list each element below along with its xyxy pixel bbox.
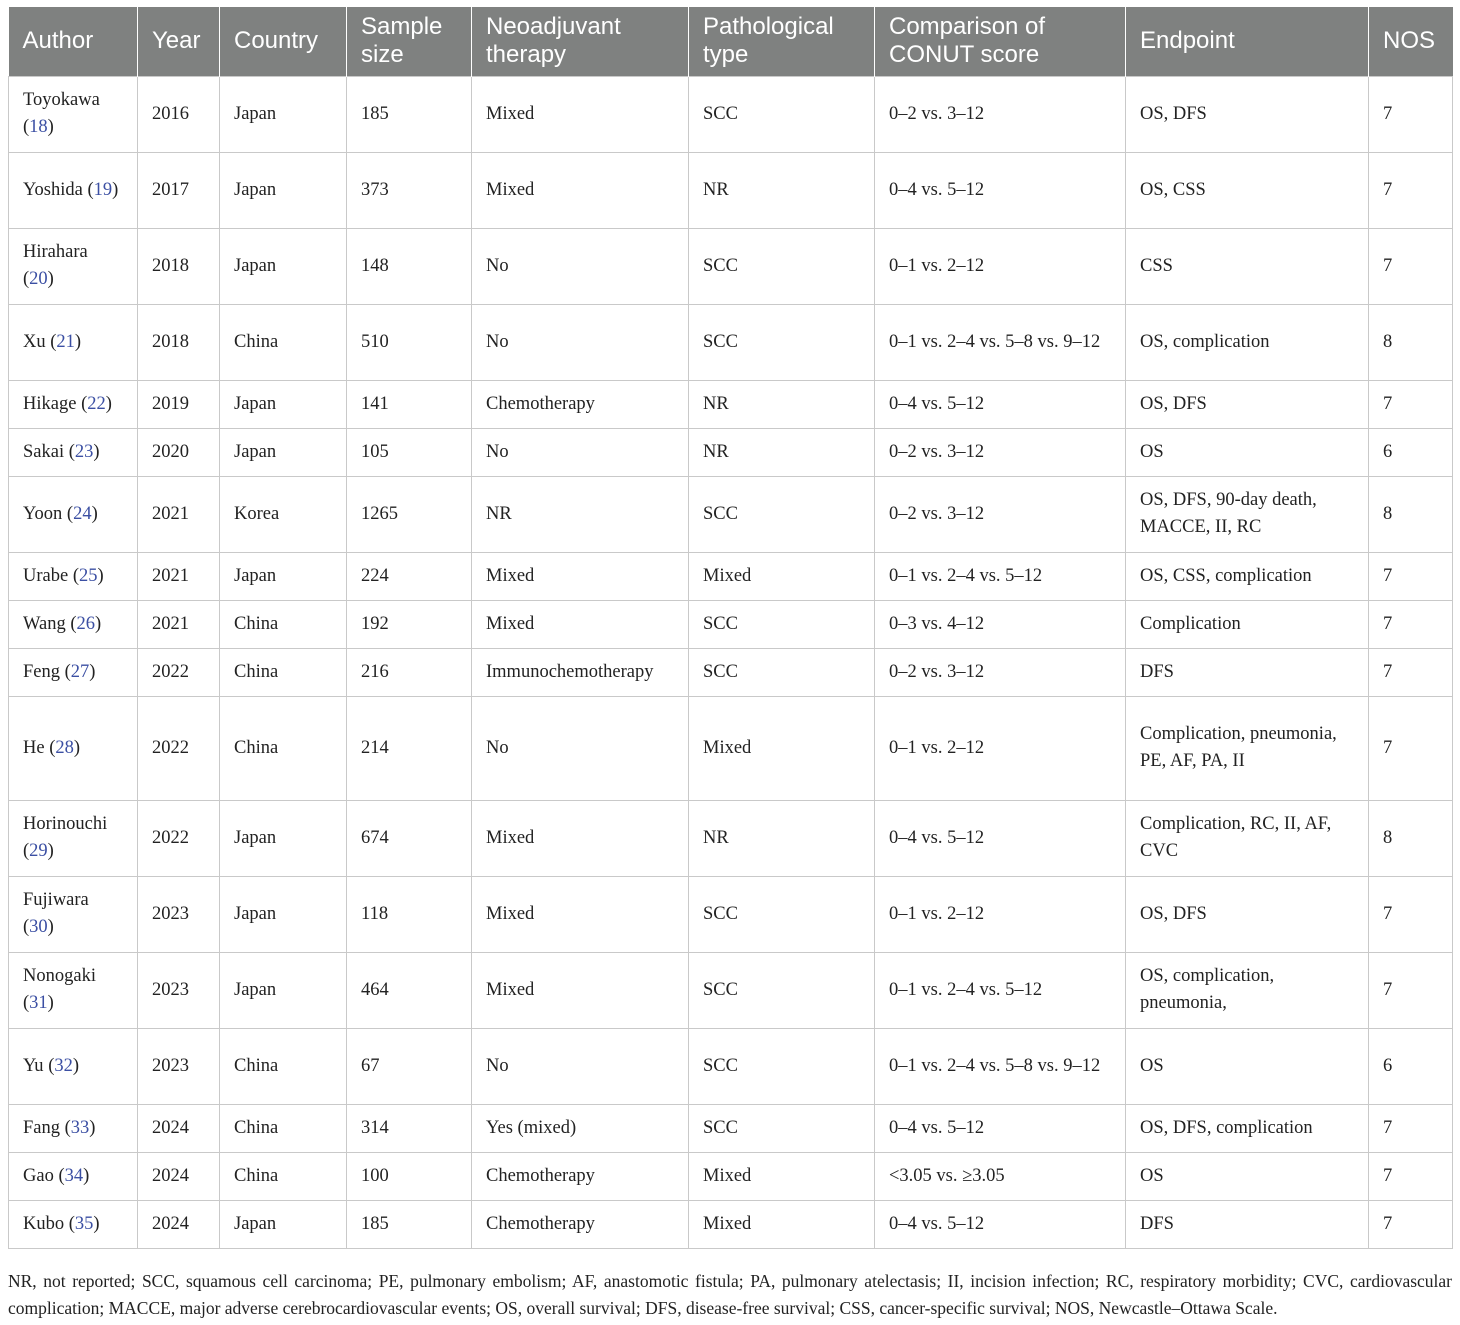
pathology-cell: SCC [689,476,875,552]
comparison-cell: 0–1 vs. 2–4 vs. 5–12 [875,952,1126,1028]
pathology-cell: SCC [689,648,875,696]
pathology-cell: SCC [689,76,875,152]
comparison-cell: 0–4 vs. 5–12 [875,1200,1126,1248]
comparison-cell: 0–2 vs. 3–12 [875,76,1126,152]
country-cell: China [220,696,347,800]
reference-link[interactable]: 25 [79,565,98,586]
endpoint-cell: OS, DFS, complication [1126,1104,1369,1152]
neoadjuvant-cell: No [472,428,689,476]
study-table-container [8,7,1452,1249]
country-cell: Japan [220,800,347,876]
reference-link[interactable]: 34 [64,1165,84,1186]
column-header-endpoint: Endpoint [1126,7,1369,76]
comparison-cell: 0–1 vs. 2–4 vs. 5–12 [875,552,1126,600]
year-cell: 2017 [138,152,220,228]
reference-link[interactable]: 23 [74,441,94,462]
pathology-cell: SCC [689,1104,875,1152]
table-row [9,952,1453,1028]
pathology-cell: NR [689,380,875,428]
pathology-cell: NR [689,800,875,876]
endpoint-cell: OS [1126,1028,1369,1104]
nos-cell: 7 [1369,380,1453,428]
endpoint-cell: OS, DFS [1126,876,1369,952]
author-cell: He (28) [9,696,138,800]
pathology-cell: SCC [689,876,875,952]
comparison-cell: 0–2 vs. 3–12 [875,648,1126,696]
endpoint-cell: OS, CSS [1126,152,1369,228]
nos-cell: 6 [1369,428,1453,476]
author-name: He [23,737,45,758]
table-row [9,876,1453,952]
year-cell: 2020 [138,428,220,476]
author-name: Wang [23,613,66,634]
column-header-sample-size: Sample size [347,7,472,76]
pathology-cell: Mixed [689,1152,875,1200]
nos-cell: 7 [1369,1104,1453,1152]
pathology-cell: NR [689,152,875,228]
neoadjuvant-cell: Immunochemotherapy [472,648,689,696]
author-name: Hirahara [23,242,88,262]
table-row [9,1104,1453,1152]
neoadjuvant-cell: Chemotherapy [472,380,689,428]
reference-link[interactable]: 24 [73,503,92,524]
nos-cell: 6 [1369,1028,1453,1104]
year-cell: 2024 [138,1104,220,1152]
year-cell: 2024 [138,1152,220,1200]
sample-size-cell: 510 [347,304,472,380]
column-header-country: Country [220,7,347,76]
author-name: Urabe [23,565,69,586]
author-name: Yoshida [23,179,83,200]
reference-link[interactable]: 20 [29,269,48,289]
author-cell: Toyokawa (18) [9,76,138,152]
pathology-cell: Mixed [689,552,875,600]
author-cell: Xu (21) [9,304,138,380]
author-cell: Yoon (24) [9,476,138,552]
comparison-cell: 0–2 vs. 3–12 [875,428,1126,476]
year-cell: 2022 [138,696,220,800]
country-cell: Japan [220,1200,347,1248]
column-header-pathological-type: Pathological type [689,7,875,76]
year-cell: 2023 [138,1028,220,1104]
endpoint-cell: Complication, pneumonia, PE, AF, PA, II [1126,696,1369,800]
year-cell: 2016 [138,76,220,152]
author-name: Nonogaki [23,966,96,986]
table-row [9,800,1453,876]
table-row [9,648,1453,696]
neoadjuvant-cell: Mixed [472,952,689,1028]
country-cell: China [220,1028,347,1104]
year-cell: 2023 [138,952,220,1028]
endpoint-cell: OS, complication [1126,304,1369,380]
pathology-cell: SCC [689,600,875,648]
nos-cell: 7 [1369,1200,1453,1248]
country-cell: China [220,304,347,380]
year-cell: 2022 [138,648,220,696]
comparison-cell: 0–1 vs. 2–4 vs. 5–8 vs. 9–12 [875,304,1126,380]
pathology-cell: NR [689,428,875,476]
nos-cell: 7 [1369,76,1453,152]
pathology-cell: Mixed [689,1200,875,1248]
nos-cell: 8 [1369,800,1453,876]
author-cell: Hikage (22) [9,380,138,428]
author-name: Fang [23,1117,60,1138]
country-cell: China [220,648,347,696]
nos-cell: 7 [1369,1152,1453,1200]
neoadjuvant-cell: No [472,228,689,304]
pathology-cell: SCC [689,304,875,380]
sample-size-cell: 67 [347,1028,472,1104]
neoadjuvant-cell: No [472,1028,689,1104]
nos-cell: 8 [1369,476,1453,552]
reference-link[interactable]: 19 [93,179,113,200]
reference-link[interactable]: 33 [70,1117,90,1138]
country-cell: Korea [220,476,347,552]
table-row [9,696,1453,800]
reference-link[interactable]: 29 [29,841,48,861]
pathology-cell: SCC [689,228,875,304]
endpoint-cell: DFS [1126,648,1369,696]
country-cell: Japan [220,152,347,228]
year-cell: 2019 [138,380,220,428]
reference-link[interactable]: 35 [74,1213,94,1234]
year-cell: 2018 [138,228,220,304]
neoadjuvant-cell: Yes (mixed) [472,1104,689,1152]
endpoint-cell: OS, DFS, 90-day death, MACCE, II, RC [1126,476,1369,552]
endpoint-cell: DFS [1126,1200,1369,1248]
table-row [9,600,1453,648]
author-name: Horinouchi [23,814,108,834]
column-header-year: Year [138,7,220,76]
year-cell: 2024 [138,1200,220,1248]
table-row [9,304,1453,380]
table-row [9,428,1453,476]
author-cell: Gao (34) [9,1152,138,1200]
author-cell: Sakai (23) [9,428,138,476]
table-row [9,1028,1453,1104]
neoadjuvant-cell: No [472,304,689,380]
sample-size-cell: 1265 [347,476,472,552]
sample-size-cell: 141 [347,380,472,428]
sample-size-cell: 224 [347,552,472,600]
sample-size-cell: 464 [347,952,472,1028]
author-name: Gao [23,1165,54,1186]
reference-link[interactable]: 31 [29,993,48,1013]
column-header-nos: NOS [1369,7,1453,76]
column-header-conut-comparison: Comparison of CONUT score [875,7,1126,76]
country-cell: Japan [220,552,347,600]
comparison-cell: 0–1 vs. 2–4 vs. 5–8 vs. 9–12 [875,1028,1126,1104]
neoadjuvant-cell: Mixed [472,76,689,152]
reference-link[interactable]: 26 [76,613,95,634]
column-header-neoadjuvant-therapy: Neoadjuvant therapy [472,7,689,76]
reference-link[interactable]: 22 [87,393,106,414]
sample-size-cell: 105 [347,428,472,476]
neoadjuvant-cell: Mixed [472,152,689,228]
column-header-author: Author [9,7,138,76]
endpoint-cell: Complication, RC, II, AF, CVC [1126,800,1369,876]
country-cell: Japan [220,76,347,152]
author-name: Feng [23,661,60,682]
author-cell: Fujiwara (30) [9,876,138,952]
comparison-cell: 0–1 vs. 2–12 [875,696,1126,800]
neoadjuvant-cell: Chemotherapy [472,1200,689,1248]
author-cell: Horinouchi (29) [9,800,138,876]
author-name: Xu [23,331,46,352]
neoadjuvant-cell: Mixed [472,600,689,648]
comparison-cell: 0–3 vs. 4–12 [875,600,1126,648]
nos-cell: 7 [1369,876,1453,952]
table-footnote: NR, not reported; SCC, squamous cell carcinoma; PE, pulmonary embolism; AF, anastomotic fistula; PA, pulmonary atelectasis; II, incision infection; RC, respiratory morbidity; CVC, cardiovascular complication; MACCE, major adverse cerebrocardiovascular events; OS, overall survival; DFS, disease-free survival; CSS, cancer-specific survival; NOS, Newcastle–Ottawa Scale. [8,1271,1452,1318]
endpoint-cell: OS, CSS, complication [1126,552,1369,600]
nos-cell: 7 [1369,152,1453,228]
pathology-cell: SCC [689,1028,875,1104]
reference-link[interactable]: 18 [29,117,48,137]
comparison-cell: 0–4 vs. 5–12 [875,152,1126,228]
year-cell: 2022 [138,800,220,876]
author-cell: Yu (32) [9,1028,138,1104]
sample-size-cell: 373 [347,152,472,228]
author-cell: Kubo (35) [9,1200,138,1248]
sample-size-cell: 216 [347,648,472,696]
country-cell: China [220,1104,347,1152]
nos-cell: 7 [1369,600,1453,648]
table-row [9,552,1453,600]
author-cell: Wang (26) [9,600,138,648]
nos-cell: 7 [1369,228,1453,304]
sample-size-cell: 314 [347,1104,472,1152]
comparison-cell: 0–4 vs. 5–12 [875,380,1126,428]
neoadjuvant-cell: Chemotherapy [472,1152,689,1200]
neoadjuvant-cell: Mixed [472,876,689,952]
comparison-cell: 0–4 vs. 5–12 [875,1104,1126,1152]
nos-cell: 8 [1369,304,1453,380]
nos-cell: 7 [1369,648,1453,696]
author-cell: Feng (27) [9,648,138,696]
country-cell: China [220,1152,347,1200]
table-row [9,1152,1453,1200]
endpoint-cell: CSS [1126,228,1369,304]
author-cell: Hirahara (20) [9,228,138,304]
nos-cell: 7 [1369,552,1453,600]
neoadjuvant-cell: Mixed [472,552,689,600]
author-cell: Nonogaki (31) [9,952,138,1028]
author-cell: Urabe (25) [9,552,138,600]
table-row [9,228,1453,304]
pathology-cell: Mixed [689,696,875,800]
author-cell: Yoshida (19) [9,152,138,228]
sample-size-cell: 192 [347,600,472,648]
sample-size-cell: 185 [347,1200,472,1248]
author-name: Yoon [23,503,63,524]
reference-link[interactable]: 21 [56,331,75,352]
endpoint-cell: OS [1126,428,1369,476]
comparison-cell: 0–1 vs. 2–12 [875,876,1126,952]
author-name: Yu [23,1055,44,1076]
table-row [9,380,1453,428]
table-row [9,76,1453,152]
sample-size-cell: 148 [347,228,472,304]
table-row [9,1200,1453,1248]
year-cell: 2023 [138,876,220,952]
author-name: Hikage [23,393,77,414]
author-name: Sakai [23,441,65,462]
nos-cell: 7 [1369,696,1453,800]
table-body [9,76,1453,1248]
pathology-cell: SCC [689,952,875,1028]
endpoint-cell: OS, DFS [1126,76,1369,152]
author-name: Toyokawa [23,90,100,110]
sample-size-cell: 118 [347,876,472,952]
neoadjuvant-cell: Mixed [472,800,689,876]
endpoint-cell: OS [1126,1152,1369,1200]
year-cell: 2021 [138,552,220,600]
country-cell: Japan [220,428,347,476]
table-header-row [9,7,1453,76]
year-cell: 2021 [138,600,220,648]
author-name: Fujiwara [23,890,89,910]
sample-size-cell: 674 [347,800,472,876]
reference-link[interactable]: 27 [70,661,90,682]
year-cell: 2018 [138,304,220,380]
country-cell: Japan [220,228,347,304]
endpoint-cell: Complication [1126,600,1369,648]
country-cell: Japan [220,952,347,1028]
sample-size-cell: 185 [347,76,472,152]
author-cell: Fang (33) [9,1104,138,1152]
study-characteristics-table [8,7,1453,1249]
reference-link[interactable]: 28 [55,737,74,758]
neoadjuvant-cell: No [472,696,689,800]
table-row [9,476,1453,552]
author-name: Kubo [23,1213,65,1234]
endpoint-cell: OS, complication, pneumonia, [1126,952,1369,1028]
comparison-cell: 0–4 vs. 5–12 [875,800,1126,876]
country-cell: Japan [220,380,347,428]
country-cell: Japan [220,876,347,952]
year-cell: 2021 [138,476,220,552]
sample-size-cell: 100 [347,1152,472,1200]
country-cell: China [220,600,347,648]
sample-size-cell: 214 [347,696,472,800]
comparison-cell: <3.05 vs. ≥3.05 [875,1152,1126,1200]
comparison-cell: 0–2 vs. 3–12 [875,476,1126,552]
comparison-cell: 0–1 vs. 2–12 [875,228,1126,304]
reference-link[interactable]: 32 [54,1055,73,1076]
nos-cell: 7 [1369,952,1453,1028]
table-row [9,152,1453,228]
endpoint-cell: OS, DFS [1126,380,1369,428]
reference-link[interactable]: 30 [29,917,48,937]
neoadjuvant-cell: NR [472,476,689,552]
